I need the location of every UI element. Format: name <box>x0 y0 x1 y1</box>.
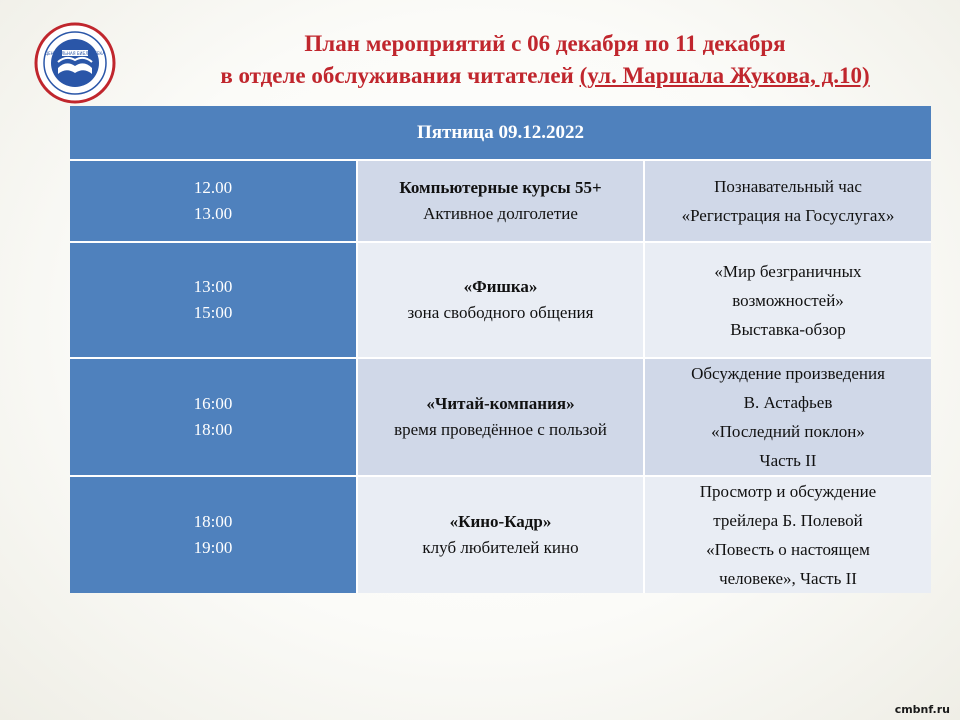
schedule-header-row <box>70 106 931 160</box>
table-row <box>70 358 931 476</box>
description-line: Просмотр и обсуждение <box>699 482 877 501</box>
event-subtitle: время проведённое с пользой <box>394 420 607 439</box>
description-cell <box>644 242 931 358</box>
start-time: 16:00 <box>193 394 233 413</box>
description-line: Познавательный час <box>714 177 862 196</box>
description-line: Выставка-обзор <box>730 319 846 339</box>
end-time: 18:00 <box>193 420 233 439</box>
description-line: возможностей» <box>732 290 844 310</box>
start-time: 12.00 <box>193 178 233 197</box>
description-cell <box>644 358 931 476</box>
table-row <box>70 476 931 593</box>
end-time: 13.00 <box>193 204 233 223</box>
start-time: 18:00 <box>193 512 233 531</box>
description-line: трейлера Б. Полевой <box>713 511 863 530</box>
time-cell <box>70 476 357 593</box>
description-line: человеке», Часть II <box>719 569 857 588</box>
description-cell <box>644 476 931 593</box>
end-time: 15:00 <box>193 303 233 322</box>
event-name: «Кино-Кадр» <box>449 512 552 531</box>
table-row <box>70 160 931 242</box>
event-cell <box>357 476 644 593</box>
logo-text: ЦЕНТРАЛЬНАЯ БИБЛИОТЕКА <box>45 51 105 56</box>
time-cell <box>70 242 357 358</box>
description-cell <box>644 160 931 242</box>
library-emblem-icon <box>34 22 116 104</box>
event-cell <box>357 242 644 358</box>
event-cell <box>357 358 644 476</box>
schedule-table <box>70 106 931 593</box>
watermark: cmbnf.ru <box>894 703 950 716</box>
start-time: 13:00 <box>193 277 233 296</box>
event-name: «Фишка» <box>463 277 538 296</box>
end-time: 19:00 <box>193 538 233 557</box>
table-row <box>70 242 931 358</box>
title-address: (ул. Маршала Жукова, д.10) <box>579 63 870 88</box>
description-line: «Повесть о настоящем <box>706 540 870 559</box>
day-header: Пятница 09.12.2022 <box>70 106 931 160</box>
title-line2-prefix: в отделе обслуживания читателей <box>220 63 580 88</box>
title-line2 <box>150 60 940 92</box>
description-line: В. Астафьев <box>743 393 833 412</box>
description-line: «Мир безграничных <box>714 261 862 281</box>
description-line: Часть II <box>759 451 817 470</box>
time-cell <box>70 358 357 476</box>
title-line1: План мероприятий с 06 декабря по 11 декабря <box>304 31 786 56</box>
time-cell <box>70 160 357 242</box>
event-name: Компьютерные курсы 55+ <box>399 178 602 197</box>
event-subtitle: зона свободного общения <box>407 303 594 322</box>
page-title <box>150 28 940 92</box>
event-subtitle: клуб любителей кино <box>422 538 579 557</box>
event-subtitle: Активное долголетие <box>423 204 578 223</box>
description-line: «Последний поклон» <box>711 422 865 441</box>
event-name: «Читай-компания» <box>426 394 575 413</box>
description-line: Обсуждение произведения <box>691 364 885 383</box>
event-cell <box>357 160 644 242</box>
description-line: «Регистрация на Госуслугах» <box>681 206 895 225</box>
